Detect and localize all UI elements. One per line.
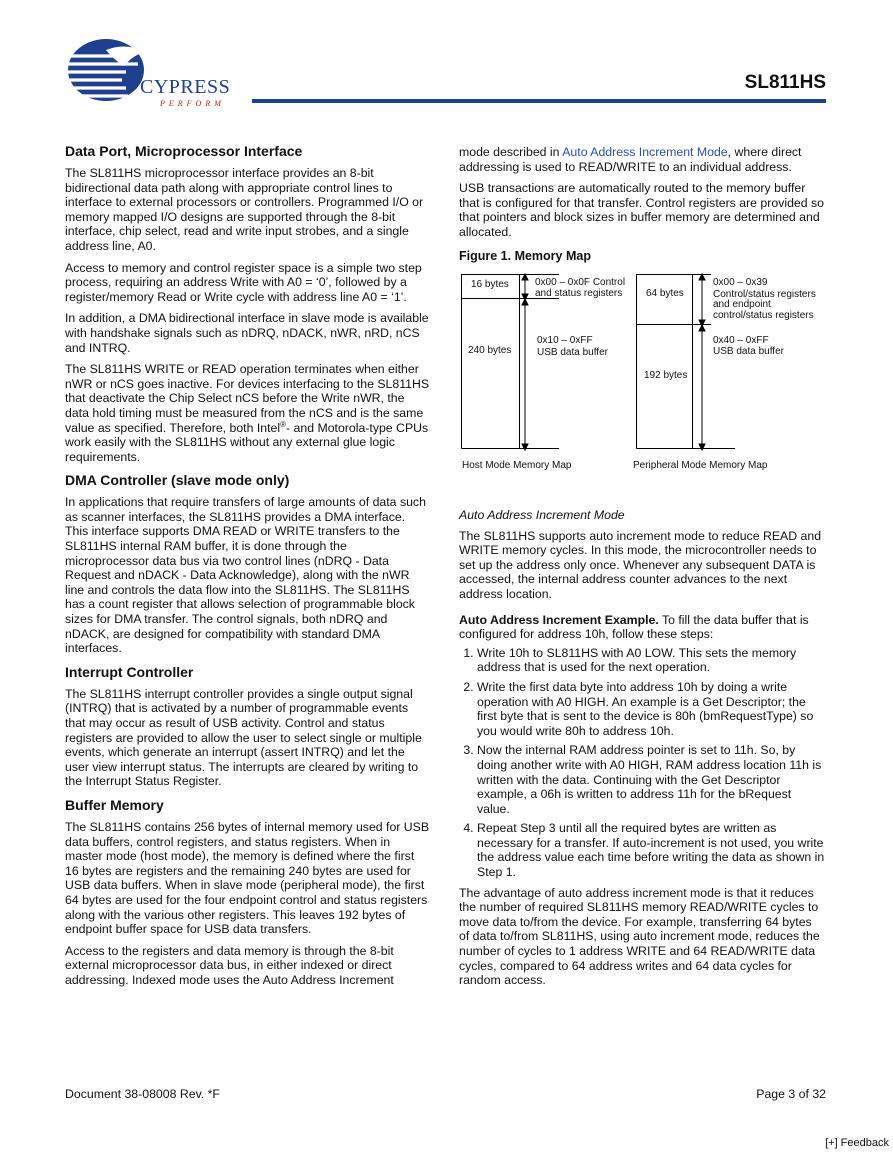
feedback-link[interactable]: [+] Feedback <box>825 1137 889 1149</box>
section-heading-data-port: Data Port, Microprocessor Interface <box>65 143 303 159</box>
paragraph-text: The SL811HS WRITE or READ operation terminates when either nWR or nCS goes inactive. For devices interfacing to the SL811HS that deactivate the Chip Select nCS before the Write nWR, the data hold timing must be measured from the nCS and is the same value as specified. Therefore, both Intel <box>65 362 430 435</box>
auto-address-increment-link[interactable]: Auto Address Increment Mode <box>562 145 728 159</box>
paragraph: In applications that require transfers of large amounts of data such as scanner interfaces, the SL811HS provides a DMA interface. This interface supports DMA READ or WRITE transfers to the SL811HS internal RAM buffer, it is done through the microprocessor data bus via two control lines (nDRQ - Data Request and nDACK - Data Acknowledge), along with the nWR line and controls the data flow into the SL811HS. The SL811HS has a count register that allows selection of programmable block sizes for DMA transfer. The control signals, both nDRQ and nDACK, are designed for compatibility with standard DMA interfaces. <box>65 495 426 656</box>
paragraph: Access to the registers and data memory is through the 8-bit external microprocessor data bus, in either indexed or direct addressing. Indexed mode uses the Auto Address Increment <box>65 943 394 987</box>
document-number: Document 38-08008 Rev. *F <box>65 1087 220 1101</box>
section-heading-dma: DMA Controller (slave mode only) <box>65 472 290 489</box>
peripheral-buffer-desc-label: USB data buffer <box>713 346 784 357</box>
section-heading-interrupt: Interrupt Controller <box>65 663 194 680</box>
paragraph <box>459 613 825 642</box>
peripheral-map-caption: Peripheral Mode Memory Map <box>633 460 768 471</box>
list-item: 4. Repeat Step 3 until all the required bytes are written as necessary for a transfer. If auto-increment is not used, you write the address value each time before writing the data as shown in Step 1. <box>477 821 825 879</box>
document-code: SL811HS <box>744 72 826 93</box>
paragraph-text: To fill the data buffer that is configured for address 10h, follow these steps: <box>459 612 809 642</box>
paragraph <box>459 145 825 174</box>
peripheral-register-desc-label: Control/status registers <box>713 289 816 300</box>
paragraph: Access to memory and control register space is a simple two step process, requiring an address Write with A0 = ‘0’, followed by a register/memory Read or Write cycle with address line A0 = ‘1’. <box>65 260 422 304</box>
host-map-caption: Host Mode Memory Map <box>462 460 572 471</box>
paragraph-text: , where direct addressing is used to READ/WRITE to an individual address. <box>459 145 802 174</box>
host-register-desc-label: and status registers <box>535 288 623 299</box>
list-item: 3. Now the internal RAM address pointer is set to 11h. So, by doing another write with A0 HIGH, RAM address location 11h is written with the data. Continuing with the Get Descriptor example, a 06h is written to address 11h for the bRequest value. <box>477 743 825 816</box>
logo-wordmark: CYPRESS <box>140 76 231 98</box>
peripheral-buffer-range-label: 0x40 – 0xFF <box>713 335 769 346</box>
host-buffer-range-label: 0x10 – 0xFF <box>537 335 593 346</box>
peripheral-register-range-label: 0x00 – 0x39 <box>713 277 768 288</box>
host-buffer-desc-label: USB data buffer <box>537 347 608 358</box>
paragraph-text: - and Motorola-type CPUs work easily with the SL811HS without any external glue logic requirements. <box>65 420 429 464</box>
logo-tagline: PERFORM <box>160 99 225 108</box>
header-rule <box>252 99 826 103</box>
right-column-bottom <box>459 508 825 995</box>
section-heading-buffer: Buffer Memory <box>65 796 164 813</box>
paragraph <box>65 362 431 464</box>
peripheral-register-desc-label: and endpoint <box>713 299 771 310</box>
paragraph: The SL811HS interrupt controller provides a single output signal (INTRQ) that is activated by a number of programmable events that may occur as result of USB activity. Control and status registers are provided to allow the user to select single or multiple events, which generate an interrupt (assert INTRQ) and let the user view interrupt status. The interrupts are cleared by writing to the Interrupt Status Register. <box>65 686 422 789</box>
paragraph: The SL811HS contains 256 bytes of internal memory used for USB data buffers, control registers, and status registers. When in master mode (host mode), the memory is defined where the first 16 bytes are registers and the remaining 240 bytes are used for USB data buffers. When in slave mode (peripheral mode), the first 64 bytes are used for the four endpoint control and status registers along with the various other registers. This leaves 192 bytes of endpoint buffer space for USB data transfers. <box>65 819 430 937</box>
host-240-bytes-label: 240 bytes <box>468 345 512 356</box>
steps-list <box>459 646 825 880</box>
list-item: 2. Write the first data byte into address 10h by doing a write operation with A0 HIGH. An example is a Get Descriptor; the first byte that is sent to the device is 80h (bmRequestType) so you would write 80h to address 10h. <box>477 680 825 738</box>
paragraph: In addition, a DMA bidirectional interface in slave mode is available with handshake signals such as nDRQ, nDACK, nWR, nRD, nCS and INTRQ. <box>65 311 429 355</box>
paragraph: The advantage of auto address increment mode is that it reduces the number of required SL811HS memory READ/WRITE cycles to move data to/from the device. For example, transferring 64 bytes of data to/from SL811HS, using auto increment mode, reduces the number of cycles to 1 address WRITE and 64 READ/WRITE data cycles, compared to 64 address writes and 64 data cycles for random access. <box>459 885 820 988</box>
list-item: 1. Write 10h to SL811HS with A0 LOW. This sets the memory address that is used for the next operation. <box>477 646 825 675</box>
subsection-heading-auto-increment: Auto Address Increment Mode <box>459 508 625 522</box>
left-column <box>65 143 431 995</box>
example-lead: Auto Address Increment Example. <box>459 612 659 627</box>
host-16-bytes-label: 16 bytes <box>471 279 509 290</box>
peripheral-192-bytes-label: 192 bytes <box>644 370 688 381</box>
paragraph: USB transactions are automatically routed to the memory buffer that is configured for that transfer. Control registers are provided so that pointers and block sizes in buffer memory are determined and allocated. <box>459 181 824 239</box>
registered-mark: ® <box>280 419 287 429</box>
paragraph: The SL811HS supports auto increment mode to reduce READ and WRITE memory cycles. In this mode, the microcontroller needs to set up the address only once. Whenever any subsequent DATA is accessed, the internal address counter advances to the next address location. <box>459 528 822 601</box>
paragraph: The SL811HS microprocessor interface provides an 8-bit bidirectional data path along with appropriate control lines to interface to external processors or controllers. Programmed I/O or memory mapped I/O designs are supported through the 8-bit interface, chip select, read and write input strobes, and a single address line, A0. <box>65 166 424 253</box>
host-register-range-label: 0x00 – 0x0F Control <box>535 277 626 288</box>
memory-map-figure <box>459 270 825 475</box>
right-column-top <box>459 145 825 271</box>
peripheral-64-bytes-label: 64 bytes <box>646 288 684 299</box>
paragraph-text: mode described in <box>459 145 563 159</box>
page-number: Page 3 of 32 <box>756 1087 826 1101</box>
figure-title: Figure 1. Memory Map <box>459 248 591 263</box>
peripheral-register-desc-label: control/status registers <box>713 310 814 321</box>
